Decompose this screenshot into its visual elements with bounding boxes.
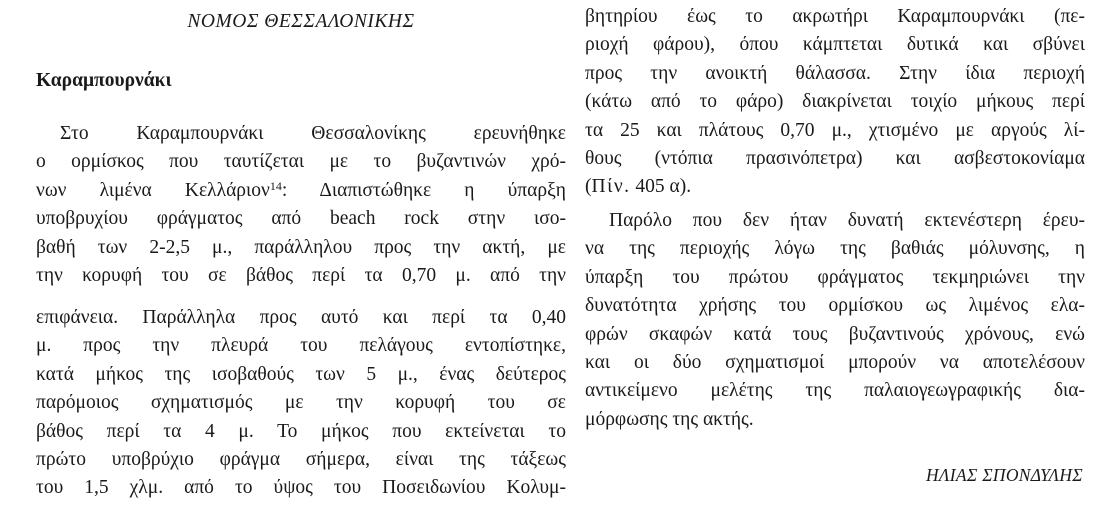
paragraph-3 <box>585 207 1085 434</box>
text-line: προς την ανοικτή θάλασσα. Στην ίδια περιοχή <box>585 62 1085 84</box>
plate-ref: Πίν. <box>591 176 631 198</box>
text-line: ριοχή φάρου), όπου κάμπτεται δυτικά και σβύνει <box>585 34 1085 56</box>
text-line: και οι δύο σχηματισμοί μπορούν να αποτελέσουν <box>585 352 1085 374</box>
text-line: κατά μήκος της ισοβαθούς των 5 μ., ένας δεύτερος <box>36 363 566 385</box>
author-signature: ΗΛΙΑΣ ΣΠΟΝΔΥΛΗΣ <box>925 465 1083 485</box>
text-span: νων λιμένα Κελλάριον <box>36 179 270 201</box>
text-line: Παρόλο που δεν ήταν δυνατή εκτενέστερη έρευ- <box>609 210 1085 231</box>
text-line: δυνατότητα χρήσης του ορμίσκου ως λιμένος ελα- <box>585 295 1085 317</box>
text-line: υποβρυχίου φράγματος από beach rock στην ισο- <box>36 208 566 230</box>
text-line: (κάτω από το φάρο) διακρίνεται τοιχίο μήκους περί <box>585 91 1085 113</box>
text-line: παρόμοιος σχηματισμός με την κορυφή του σε <box>36 392 566 414</box>
paragraph-1-continued <box>36 304 566 503</box>
text-line: βαθή των 2-2,5 μ., παράλληλου προς την ακτή, με <box>36 236 566 258</box>
text-line: πρώτο υποβρύχιο φράγμα σήμερα, είναι της τάξεως <box>36 449 566 471</box>
text-line: του 1,5 χλμ. από το ύψος του Ποσειδωνίου Κολυμ- <box>36 477 566 499</box>
text-span: : Διαπιστώθηκε η ύπαρξη <box>281 179 566 201</box>
text-span: 405 α). <box>630 176 692 198</box>
text-line: φρών σκαφών κατά τους βυζαντινούς χρόνους, ενώ <box>585 323 1085 345</box>
text-line: να της περιοχής λόγω της βαθιάς μόλυνσης, η <box>585 238 1085 260</box>
text-line <box>585 173 1085 201</box>
text-line: τα 25 και πλάτους 0,70 μ., χτισμένο με αργούς λί- <box>585 119 1085 141</box>
text-line: μ. προς την πλευρά του πελάγους εντοπίστηκε, <box>36 335 566 357</box>
paragraph-1 <box>36 120 566 290</box>
section-heading: Καραμπουρνάκι <box>36 70 172 91</box>
footnote-ref: 14 <box>269 178 282 193</box>
text-line: αντικείμενο μελέτης της παλαιογεωγραφικής δια- <box>585 380 1085 402</box>
text-span: ( <box>585 176 592 198</box>
text-line: μόρφωσης της ακτής. <box>585 408 754 430</box>
text-line: βάθος περί τα 4 μ. Το μήκος που εκτείνεται το <box>36 420 566 442</box>
text-line: θους (ντόπια πρασινόπετρα) και ασβεστοκονίαμα <box>585 148 1085 170</box>
text-line: ο ορμίσκος που ταυτίζεται με το βυζαντινών χρό- <box>36 151 566 173</box>
page-header: ΝΟΜΟΣ ΘΕΣΣΑΛΟΝΙΚΗΣ <box>187 11 415 32</box>
text-line: ύπαρξη του πρώτου φράγματος τεκμηριώνει την <box>585 266 1085 288</box>
text-line: βητηρίου έως το ακρωτήρι Καραμπουρνάκι (πε- <box>585 6 1085 27</box>
text-line <box>36 177 566 205</box>
paragraph-2 <box>585 3 1085 202</box>
text-line: την κορυφή του σε βάθος περί τα 0,70 μ. από την <box>36 265 566 287</box>
text-line: Στο Καραμπουρνάκι Θεσσαλονίκης ερευνήθηκε <box>60 123 566 144</box>
text-line: επιφάνεια. Παράλληλα προς αυτό και περί τα 0,40 <box>36 307 566 328</box>
